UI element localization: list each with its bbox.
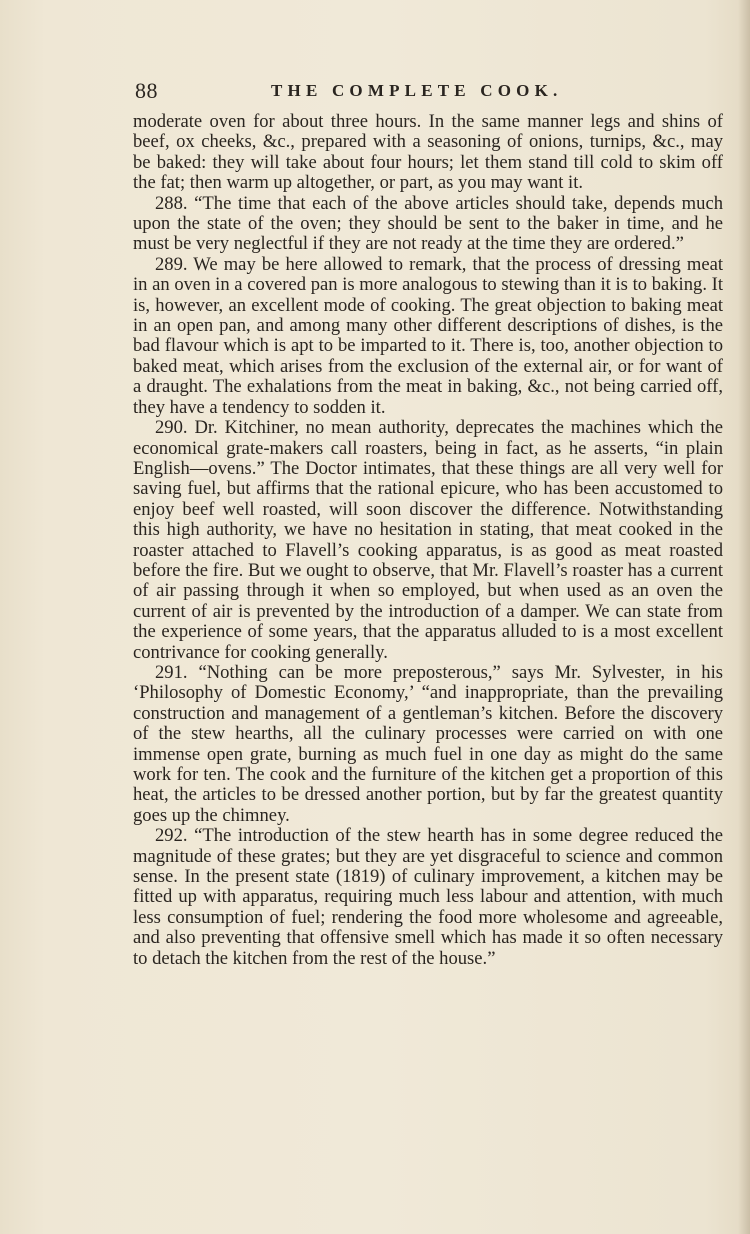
paragraph-288: 288. “The time that each of the above articles should take, depends much upon the state of the oven; they should be sent to the baker in time, and he must be very neglectful if they are not ready at the time they are ordered.” [133, 192, 723, 255]
paragraph-290: 290. Dr. Kitchiner, no mean authority, deprecates the machines which the economical grate-makers call roasters, being in fact, as he asserts, “in plain English—ovens.” The Doctor intimates, that these things are all very well for saving fuel, but affirms that the rational epicure, who has been accustomed to enjoy beef well roasted, will soon discover the difference. Notwithstanding this high authority, we have no hesitation in stating, that meat cooked in the roaster attached to Flavell’s cooking apparatus, is as good as meat roasted before the fire. But we ought to observe, that Mr. Flavell’s roaster has a current of air passing through it when so employed, but when used as an oven the current of air is prevented by the introduction of a damper. We can state from the experience of some years, that the apparatus alluded to is a most excellent contrivance for cooking generally. [133, 417, 723, 663]
running-title: THE COMPLETE COOK. [271, 81, 563, 100]
page-header [133, 78, 723, 108]
paragraph-292: 292. “The introduction of the stew hearth has in some degree reduced the magnitude of these grates; but they are yet disgraceful to science and common sense. In the present state (1819) of culinary improvement, a kitchen may be fitted up with apparatus, requiring much less labour and attention, with much less consumption of fuel; rendering the food more wholesome and agreeable, and also preventing that offensive smell which has made it so often necessary to detach the kitchen from the rest of the house.” [133, 825, 723, 969]
page-number: 88 [135, 78, 158, 103]
paragraph-continued: moderate oven for about three hours. In the same manner legs and shins of beef, ox cheeks, &c., prepared with a seasoning of onions, turnips, &c., may be baked: they will take about four hours; let them stand till cold to skim off the fat; then warm up altogether, or part, as you may want it. [133, 111, 723, 194]
page-body [133, 112, 723, 969]
paragraph-291: 291. “Nothing can be more preposterous,” says Mr. Sylvester, in his ‘Philosophy of Domestic Economy,’ “and inappropriate, than the prevailing construction and management of a gentleman’s kitchen. Before the discovery of the stew hearths, all the culinary processes were carried on with one immense open grate, burning as much fuel in one day as might do the same work for ten. The cook and the furniture of the kitchen get a proportion of this heat, the articles to be dressed another portion, but by far the greatest quantity goes up the chimney. [133, 661, 723, 826]
page-spine-shadow [738, 0, 750, 1234]
paragraph-289: 289. We may be here allowed to remark, that the process of dressing meat in an oven in a covered pan is more analogous to stewing than it is to baking. It is, however, an excellent mode of cooking. The great objection to baking meat in an open pan, and among many other different descriptions of dishes, is the bad flavour which is apt to be imparted to it. There is, too, another objection to baked meat, which arises from the exclusion of the external air, or for want of a draught. The exhalations from the meat in baking, &c., not being carried off, they have a tendency to sodden it. [133, 253, 723, 418]
